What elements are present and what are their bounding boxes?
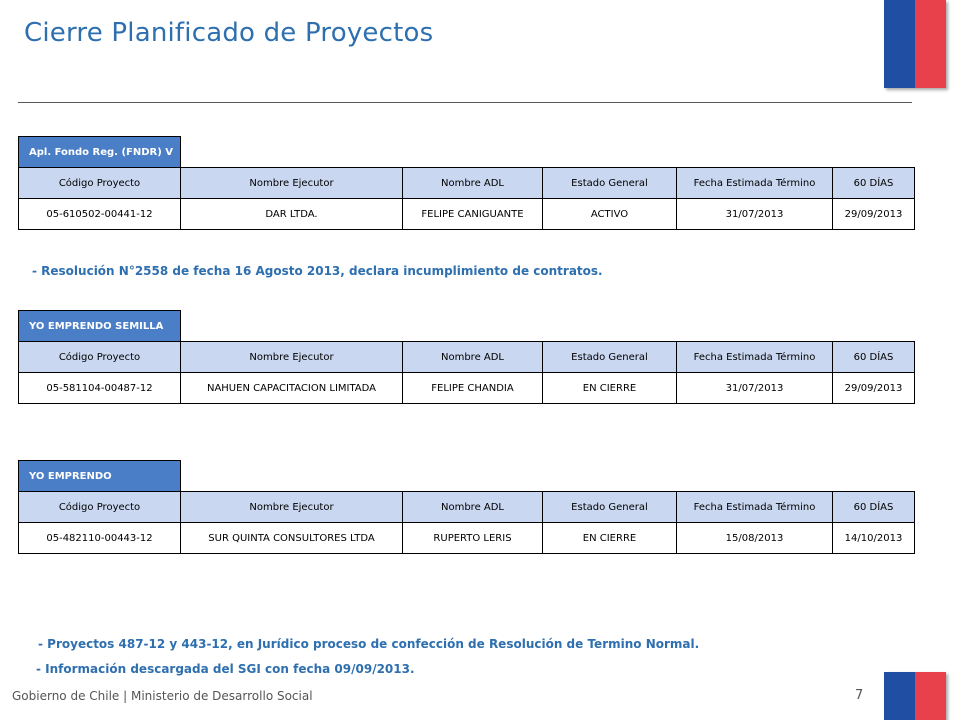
projects-note: - Proyectos 487-12 y 443-12, en Jurídico proceso de confección de Resolución de Termino Normal. [38,637,700,651]
footer-text: Gobierno de Chile | Ministerio de Desarrollo Social [12,689,313,703]
table-cell: SUR QUINTA CONSULTORES LTDA [181,523,403,554]
table-cell: 15/08/2013 [677,523,833,554]
column-header: Fecha Estimada Término [677,492,833,523]
table-cell: DAR LTDA. [181,199,403,230]
table-cell: 05-482110-00443-12 [19,523,181,554]
program-header: Apl. Fondo Reg. (FNDR) V [19,137,181,168]
column-header: Código Proyecto [19,342,181,373]
column-header: 60 DÍAS [833,342,915,373]
column-header: 60 DÍAS [833,168,915,199]
column-header: Código Proyecto [19,168,181,199]
table-row [19,199,915,230]
table-cell: 31/07/2013 [677,199,833,230]
program-header: YO EMPRENDO SEMILLA [19,311,181,342]
table-cell: 29/09/2013 [833,373,915,404]
chile-flag-logo [884,0,946,88]
column-header-row [19,168,915,199]
chile-flag-logo-footer [884,672,946,720]
table-cell: NAHUEN CAPACITACION LIMITADA [181,373,403,404]
table-cell: FELIPE CHANDIA [403,373,543,404]
table-cell: RUPERTO LERIS [403,523,543,554]
column-header: Código Proyecto [19,492,181,523]
project-table-semilla [18,310,915,404]
table-cell: 31/07/2013 [677,373,833,404]
table-cell: FELIPE CANIGUANTE [403,199,543,230]
project-table-emprendo [18,460,915,554]
column-header: Estado General [543,168,677,199]
column-header: Fecha Estimada Término [677,342,833,373]
column-header: Nombre Ejecutor [181,492,403,523]
page-number: 7 [855,688,864,703]
column-header: Fecha Estimada Término [677,168,833,199]
column-header: Nombre ADL [403,492,543,523]
program-header: YO EMPRENDO [19,461,181,492]
table-row [19,373,915,404]
table-cell: 05-581104-00487-12 [19,373,181,404]
resolution-note: - Resolución N°2558 de fecha 16 Agosto 2013, declara incumplimiento de contratos. [32,264,603,278]
column-header: Nombre Ejecutor [181,342,403,373]
column-header: Estado General [543,342,677,373]
table-cell: EN CIERRE [543,373,677,404]
title-divider [18,102,912,103]
column-header-row [19,342,915,373]
column-header: Nombre ADL [403,168,543,199]
table-cell: 05-610502-00441-12 [19,199,181,230]
table-cell: EN CIERRE [543,523,677,554]
column-header-row [19,492,915,523]
table-cell: 14/10/2013 [833,523,915,554]
project-table-fndr [18,136,915,230]
table-cell: ACTIVO [543,199,677,230]
table-row [19,523,915,554]
column-header: Nombre Ejecutor [181,168,403,199]
page-title: Cierre Planificado de Proyectos [24,18,434,48]
column-header: 60 DÍAS [833,492,915,523]
column-header: Estado General [543,492,677,523]
info-note: - Información descargada del SGI con fecha 09/09/2013. [36,662,415,676]
column-header: Nombre ADL [403,342,543,373]
table-cell: 29/09/2013 [833,199,915,230]
